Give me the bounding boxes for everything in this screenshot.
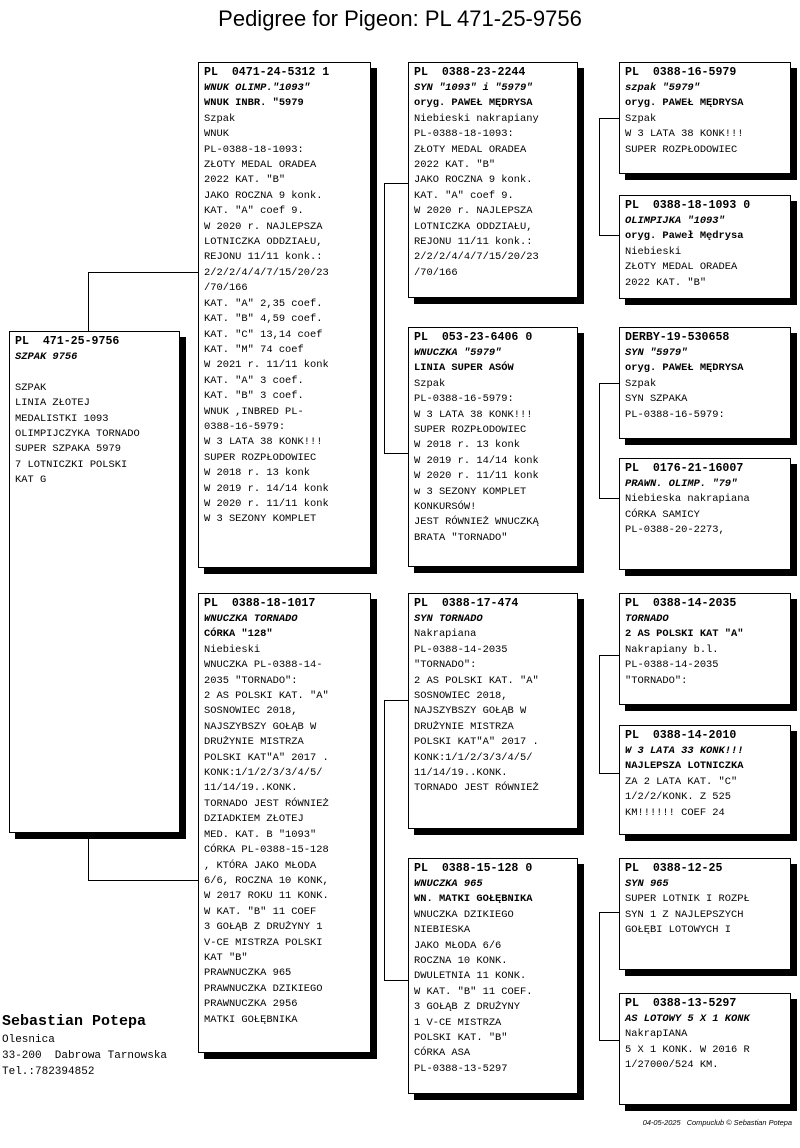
connector-line	[384, 183, 408, 184]
pedigree-note-line: 2 AS POLSKI KAT. "A"	[414, 674, 539, 687]
pedigree-note-line: POLSKI KAT"A" 2017 .	[204, 751, 329, 764]
pedigree-note-line: SUPER ROZPŁODOWIEC	[414, 424, 527, 437]
pedigree-note-line: WNUCZKA PL-0388-14-	[204, 659, 323, 672]
sire-sire-dam-card	[619, 195, 791, 299]
pedigree-note-line: Niebieski	[204, 643, 261, 656]
pedigree-note-line: KAT. "B" 4,59 coef.	[204, 313, 323, 326]
pedigree-note-line: SUPER LOTNIK I ROZPŁ	[625, 893, 750, 906]
dam-sire-dam-card	[619, 725, 791, 835]
ring-number: PL 0388-16-5979	[625, 66, 737, 79]
ring-number: PL 0388-18-1093 0	[625, 199, 751, 212]
pedigree-note-line: KAT. "C" 13,14 coef	[204, 328, 323, 341]
pedigree-note-line: KAT. "A" 2,35 coef.	[204, 297, 323, 310]
pedigree-note-line: Niebieski	[625, 245, 682, 258]
pedigree-note-line: SZPAK	[15, 381, 47, 394]
pedigree-note-line: REJONU 11/11 konk.:	[204, 251, 323, 264]
pedigree-note-line: W 2020 r. NAJLEPSZA	[204, 220, 323, 233]
dam-dam-sire-card	[619, 858, 791, 970]
pedigree-note-line: PRAWNUCZKA 965	[204, 967, 292, 980]
pedigree-note-line: W KAT. "B" 11 COEF.	[414, 985, 533, 998]
ring-number: PL 0388-13-5297	[625, 997, 737, 1010]
pedigree-note-line: SOSNOWIEC 2018,	[414, 690, 508, 703]
pigeon-subtitle: NAJLEPSZA LOTNICZKA	[625, 760, 744, 773]
pedigree-note-line: SYN 1 Z NAJLEPSZYCH	[625, 908, 744, 921]
breeder-city: Olesnica	[2, 1034, 55, 1046]
pedigree-note-line: WNUCZKA DZIKIEGO	[414, 908, 514, 921]
pedigree-note-line: MATKI GOŁĘBNIKA	[204, 1013, 298, 1026]
pedigree-note-line: W 2020 r. 11/11 konk	[414, 470, 539, 483]
pigeon-subtitle: oryg. PAWEŁ MĘDRYSA	[625, 362, 744, 375]
pigeon-subtitle: CÓRKA "128"	[204, 628, 273, 641]
pedigree-note-line: KAT G	[15, 474, 47, 487]
pigeon-subtitle: WN. MATKI GOŁĘBNIKA	[414, 893, 533, 906]
sire-sire-sire-card	[619, 62, 791, 174]
connector-line	[384, 183, 385, 453]
pigeon-name: SYN "5979"	[625, 347, 688, 359]
pedigree-note-line: WNUK ,INBRED PL-	[204, 405, 304, 418]
pedigree-note-line: 11/14/19..KONK.	[414, 767, 508, 780]
pedigree-note-line: W 3 LATA 38 KONK!!!	[204, 436, 323, 449]
pedigree-note-line: NakrapIANA	[625, 1028, 688, 1041]
ring-number: PL 0176-21-16007	[625, 462, 744, 475]
sire-dam-card	[408, 327, 578, 567]
pigeon-name: SYN TORNADO	[414, 613, 483, 625]
pedigree-note-line: KAT "B"	[204, 951, 248, 964]
pedigree-note-line: SOSNOWIEC 2018,	[204, 705, 298, 718]
sire-dam-dam-card	[619, 458, 791, 570]
pedigree-note-line: PL-0388-18-1093:	[414, 128, 514, 141]
pedigree-note-line: PRAWNUCZKA 2956	[204, 998, 298, 1011]
connector-line	[599, 912, 600, 1040]
pedigree-note-line: PL-0388-13-5297	[414, 1062, 508, 1075]
ring-number: PL 053-23-6406 0	[414, 331, 533, 344]
pedigree-note-line: W 3 LATA 38 KONK!!!	[625, 128, 744, 141]
pedigree-note-line: /70/166	[414, 266, 458, 279]
sire-sire-card	[408, 62, 578, 298]
pedigree-note-line: 3 GOŁĄB Z DRUŻYNY 1	[204, 921, 323, 934]
pedigree-note-line: 0388-16-5979:	[204, 420, 286, 433]
pedigree-note-line: "TORNADO":	[625, 674, 688, 687]
pedigree-note-line: KAT. "A" 3 coef.	[204, 374, 304, 387]
pedigree-note-line: SUPER SZPAKA 5979	[15, 443, 122, 456]
pigeon-subtitle: oryg. PAWEŁ MĘDRYSA	[414, 97, 533, 110]
pigeon-name: WNUCZKA TORNADO	[204, 613, 298, 625]
ring-number: PL 0388-14-2035	[625, 597, 737, 610]
pedigree-note-line: PL-0388-14-2035	[414, 643, 508, 656]
subject-card	[9, 331, 180, 833]
pedigree-note-line: Nakrapiany b.l.	[625, 643, 719, 656]
pedigree-note-line: 1/27000/524 KM.	[625, 1059, 719, 1072]
pedigree-note-line: 11/14/19..KONK.	[204, 782, 298, 795]
pedigree-note-line: CÓRKA PL-0388-15-128	[204, 844, 329, 857]
pedigree-note-line: Szpak	[414, 377, 446, 390]
pedigree-note-line: 1/2/2/KONK. Z 525	[625, 791, 732, 804]
pedigree-note-line: "TORNADO":	[414, 659, 477, 672]
pedigree-note-line: 6/6, ROCZNA 10 KONK,	[204, 874, 329, 887]
pedigree-note-line: MED. KAT. B "1093"	[204, 828, 317, 841]
dam-dam-dam-card	[619, 993, 791, 1105]
pedigree-note-line: ZŁOTY MEDAL ORADEA	[414, 143, 527, 156]
pedigree-note-line: NIEBIESKA	[414, 924, 471, 937]
pedigree-note-line: Szpak	[625, 377, 657, 390]
pedigree-note-line: /70/166	[204, 282, 248, 295]
pedigree-note-line: W 2018 r. 13 konk	[204, 467, 311, 480]
pedigree-note-line: PL-0388-20-2273,	[625, 524, 725, 537]
ring-number: PL 0388-17-474	[414, 597, 519, 610]
connector-line	[88, 272, 198, 273]
pedigree-note-line: W 3 SEZONY KOMPLET	[204, 513, 317, 526]
pedigree-note-line: W 3 LATA 38 KONK!!!	[414, 408, 533, 421]
connector-line	[384, 700, 385, 980]
pedigree-note-line: ZA 2 LATA KAT. "C"	[625, 775, 738, 788]
pigeon-name: WNUCZKA "5979"	[414, 347, 502, 359]
dam-card	[198, 593, 371, 1053]
pedigree-note-line: 5 X 1 KONK. W 2016 R	[625, 1043, 750, 1056]
pedigree-note-line: NAJSZYBSZY GOŁĄB W	[204, 720, 317, 733]
pedigree-note-line: 3 GOŁĄB Z DRUŻYNY	[414, 1001, 521, 1014]
page-title: Pedigree for Pigeon: PL 471-25-9756	[218, 6, 582, 31]
pedigree-note-line: SYN SZPAKA	[625, 393, 688, 406]
connector-line	[88, 272, 89, 334]
pedigree-note-line: W 2017 ROKU 11 KONK.	[204, 890, 329, 903]
pedigree-note-line: ZŁOTY MEDAL ORADEA	[204, 159, 317, 172]
pigeon-name: SYN "1093" i "5979"	[414, 82, 533, 94]
pedigree-note-line: CÓRKA ASA	[414, 1047, 471, 1060]
pedigree-note-line: W 2019 r. 14/14 konk	[204, 482, 329, 495]
pedigree-note-line: LOTNICZKA ODDZIAŁU,	[204, 236, 323, 249]
pedigree-note-line: JEST RÓWNIEŻ WNUCZKĄ	[414, 516, 539, 529]
pedigree-note-line: DZIADKIEM ZŁOTEJ	[204, 813, 304, 826]
sire-card	[198, 62, 371, 568]
pigeon-name: TORNADO	[625, 613, 669, 625]
pedigree-note-line: Szpak	[204, 112, 236, 125]
pedigree-note-line: V-CE MISTRZA POLSKI	[204, 936, 323, 949]
pedigree-note-line: PL-0388-18-1093:	[204, 143, 304, 156]
pigeon-subtitle: oryg. PAWEŁ MĘDRYSA	[625, 97, 744, 110]
pigeon-name: OLIMPIJKA "1093"	[625, 215, 725, 227]
pedigree-note-line: LINIA ZŁOTEJ	[15, 397, 90, 410]
footer-credit: 04-05-2025 Compuclub © Sebastian Potepa	[642, 1118, 792, 1127]
pedigree-note-line: KAT. "A" coef 9.	[204, 205, 304, 218]
dam-sire-sire-card	[619, 593, 791, 705]
pedigree-note-line: PL-0388-16-5979:	[414, 393, 514, 406]
pedigree-note-line: 2022 KAT. "B"	[414, 159, 496, 172]
pedigree-note-line: MEDALISTKI 1093	[15, 412, 109, 425]
connector-line	[599, 912, 619, 913]
pedigree-note-line: DWULETNIA 11 KONK.	[414, 970, 527, 983]
connector-line	[599, 118, 619, 119]
pigeon-name: SZPAK 9756	[15, 351, 78, 363]
pedigree-note-line: TORNADO JEST RÓWNIEŻ	[204, 797, 329, 810]
ring-number: PL 0471-24-5312 1	[204, 66, 330, 79]
ring-number: PL 0388-12-25	[625, 862, 723, 875]
pedigree-note-line: Niebieski nakrapiany	[414, 112, 539, 125]
pedigree-note-line: W KAT. "B" 11 COEF	[204, 905, 317, 918]
breeder-name: Sebastian Potepa	[2, 1013, 147, 1030]
pedigree-note-line: KAT. "A" coef 9.	[414, 189, 514, 202]
pedigree-note-line: DRUŻYNIE MISTRZA	[414, 720, 514, 733]
pedigree-note-line: PL-0388-16-5979:	[625, 408, 725, 421]
pedigree-note-line: DRUŻYNIE MISTRZA	[204, 736, 304, 749]
pigeon-subtitle: WNUK INBR. "5979	[204, 97, 304, 110]
connector-line	[384, 700, 408, 701]
pedigree-note-line: LOTNICZKA ODDZIAŁU,	[414, 220, 533, 233]
breeder-address: 33-200 Dabrowa Tarnowska	[2, 1050, 168, 1062]
pigeon-name: SYN 965	[625, 878, 669, 890]
ring-number: PL 0388-15-128 0	[414, 862, 533, 875]
pedigree-note-line: WNUK	[204, 128, 229, 141]
ring-number: DERBY-19-530658	[625, 331, 730, 344]
pedigree-note-line: NAJSZYBSZY GOŁĄB W	[414, 705, 527, 718]
pedigree-note-line: 7 LOTNICZKI POLSKI	[15, 458, 128, 471]
pedigree-note-line: POLSKI KAT. "B"	[414, 1032, 508, 1045]
pedigree-note-line: KAT. "B" 3 coef.	[204, 390, 304, 403]
connector-line	[599, 118, 600, 235]
breeder-phone: Tel.:782394852	[2, 1066, 95, 1078]
pedigree-note-line: ZŁOTY MEDAL ORADEA	[625, 261, 738, 274]
ring-number: PL 0388-18-1017	[204, 597, 316, 610]
connector-line	[88, 880, 198, 881]
pedigree-note-line: JAKO ROCZNA 9 konk.	[414, 174, 533, 187]
pedigree-note-line: KM!!!!!! COEF 24	[625, 806, 725, 819]
pedigree-note-line: 2 AS POLSKI KAT. "A"	[204, 690, 329, 703]
pigeon-name: AS LOTOWY 5 X 1 KONK	[625, 1013, 750, 1025]
pedigree-note-line: W 2020 r. NAJLEPSZA	[414, 205, 533, 218]
pedigree-note-line: , KTÓRA JAKO MŁODA	[204, 859, 317, 872]
pedigree-note-line: GOŁĘBI LOTOWYCH I	[625, 924, 732, 937]
pedigree-note-line: KAT. "M" 74 coef	[204, 343, 304, 356]
pigeon-name: WNUK OLIMP."1093"	[204, 82, 311, 94]
pigeon-name: WNUCZKA 965	[414, 878, 483, 890]
pigeon-name: szpak "5979"	[625, 82, 700, 94]
pedigree-note-line: REJONU 11/11 konk.:	[414, 236, 533, 249]
pedigree-note-line: W 2020 r. 11/11 konk	[204, 497, 329, 510]
pedigree-note-line: KONKURSÓW!	[414, 501, 477, 514]
pedigree-note-line: Nakrapiana	[414, 628, 477, 641]
pedigree-note-line: POLSKI KAT"A" 2017 .	[414, 736, 539, 749]
pedigree-note-line	[15, 365, 174, 380]
pedigree-note-line: 1 V-CE MISTRZA	[414, 1016, 502, 1029]
pigeon-subtitle: LINIA SUPER ASÓW	[414, 362, 514, 375]
pedigree-note-line: 2/2/2/4/4/7/15/20/23	[414, 251, 539, 264]
pigeon-name: PRAWN. OLIMP. "79"	[625, 478, 738, 490]
connector-line	[384, 453, 408, 454]
pedigree-note-line: w 3 SEZONY KOMPLET	[414, 485, 527, 498]
connector-line	[599, 655, 600, 773]
pedigree-note-line: ROCZNA 10 KONK.	[414, 955, 508, 968]
ring-number: PL 471-25-9756	[15, 335, 120, 348]
connector-line	[599, 655, 619, 656]
connector-line	[599, 1040, 619, 1041]
pedigree-note-line: KONK:1/1/2/3/3/4/5/	[204, 767, 323, 780]
pedigree-note-line: JAKO ROCZNA 9 konk.	[204, 189, 323, 202]
pedigree-note-line: SUPER ROZPŁODOWIEC	[625, 143, 738, 156]
pedigree-note-line: PRAWNUCZKA DZIKIEGO	[204, 982, 323, 995]
connector-line	[599, 498, 619, 499]
dam-dam-card	[408, 858, 578, 1094]
connector-line	[599, 235, 619, 236]
pigeon-subtitle: 2 AS POLSKI KAT "A"	[625, 628, 744, 641]
pedigree-note-line: TORNADO JEST RÓWNIEŻ	[414, 782, 539, 795]
ring-number: PL 0388-23-2244	[414, 66, 526, 79]
pigeon-subtitle: oryg. Paweł Mędrysa	[625, 230, 744, 243]
pedigree-note-line: Szpak	[625, 112, 657, 125]
connector-line	[599, 383, 619, 384]
pedigree-note-line: 2022 KAT. "B"	[204, 174, 286, 187]
connector-line	[599, 383, 600, 498]
dam-sire-card	[408, 593, 578, 829]
pedigree-note-line: KONK:1/1/2/3/3/4/5/	[414, 751, 533, 764]
pedigree-note-line: W 2021 r. 11/11 konk	[204, 359, 329, 372]
pedigree-note-line: 2035 "TORNADO":	[204, 674, 298, 687]
sire-dam-sire-card	[619, 327, 791, 439]
pedigree-note-line: Niebieska nakrapiana	[625, 493, 750, 506]
pedigree-note-line: SUPER ROZPŁODOWIEC	[204, 451, 317, 464]
pedigree-note-line: BRATA "TORNADO"	[414, 531, 508, 544]
ring-number: PL 0388-14-2010	[625, 729, 737, 742]
pedigree-note-line: 2/2/2/4/4/7/15/20/23	[204, 266, 329, 279]
pedigree-note-line: OLIMPIJCZYKA TORNADO	[15, 428, 140, 441]
pedigree-note-line: W 2019 r. 14/14 konk	[414, 454, 539, 467]
breeder-info	[2, 1012, 167, 1080]
connector-line	[88, 830, 89, 880]
pedigree-note-line: JAKO MŁODA 6/6	[414, 939, 502, 952]
pedigree-note-line: CÓRKA SAMICY	[625, 508, 700, 521]
pedigree-note-line: PL-0388-14-2035	[625, 659, 719, 672]
pigeon-name: W 3 LATA 33 KONK!!!	[625, 745, 744, 757]
connector-line	[384, 980, 408, 981]
pedigree-note-line: 2022 KAT. "B"	[625, 276, 707, 289]
pedigree-note-line: W 2018 r. 13 konk	[414, 439, 521, 452]
connector-line	[599, 773, 619, 774]
